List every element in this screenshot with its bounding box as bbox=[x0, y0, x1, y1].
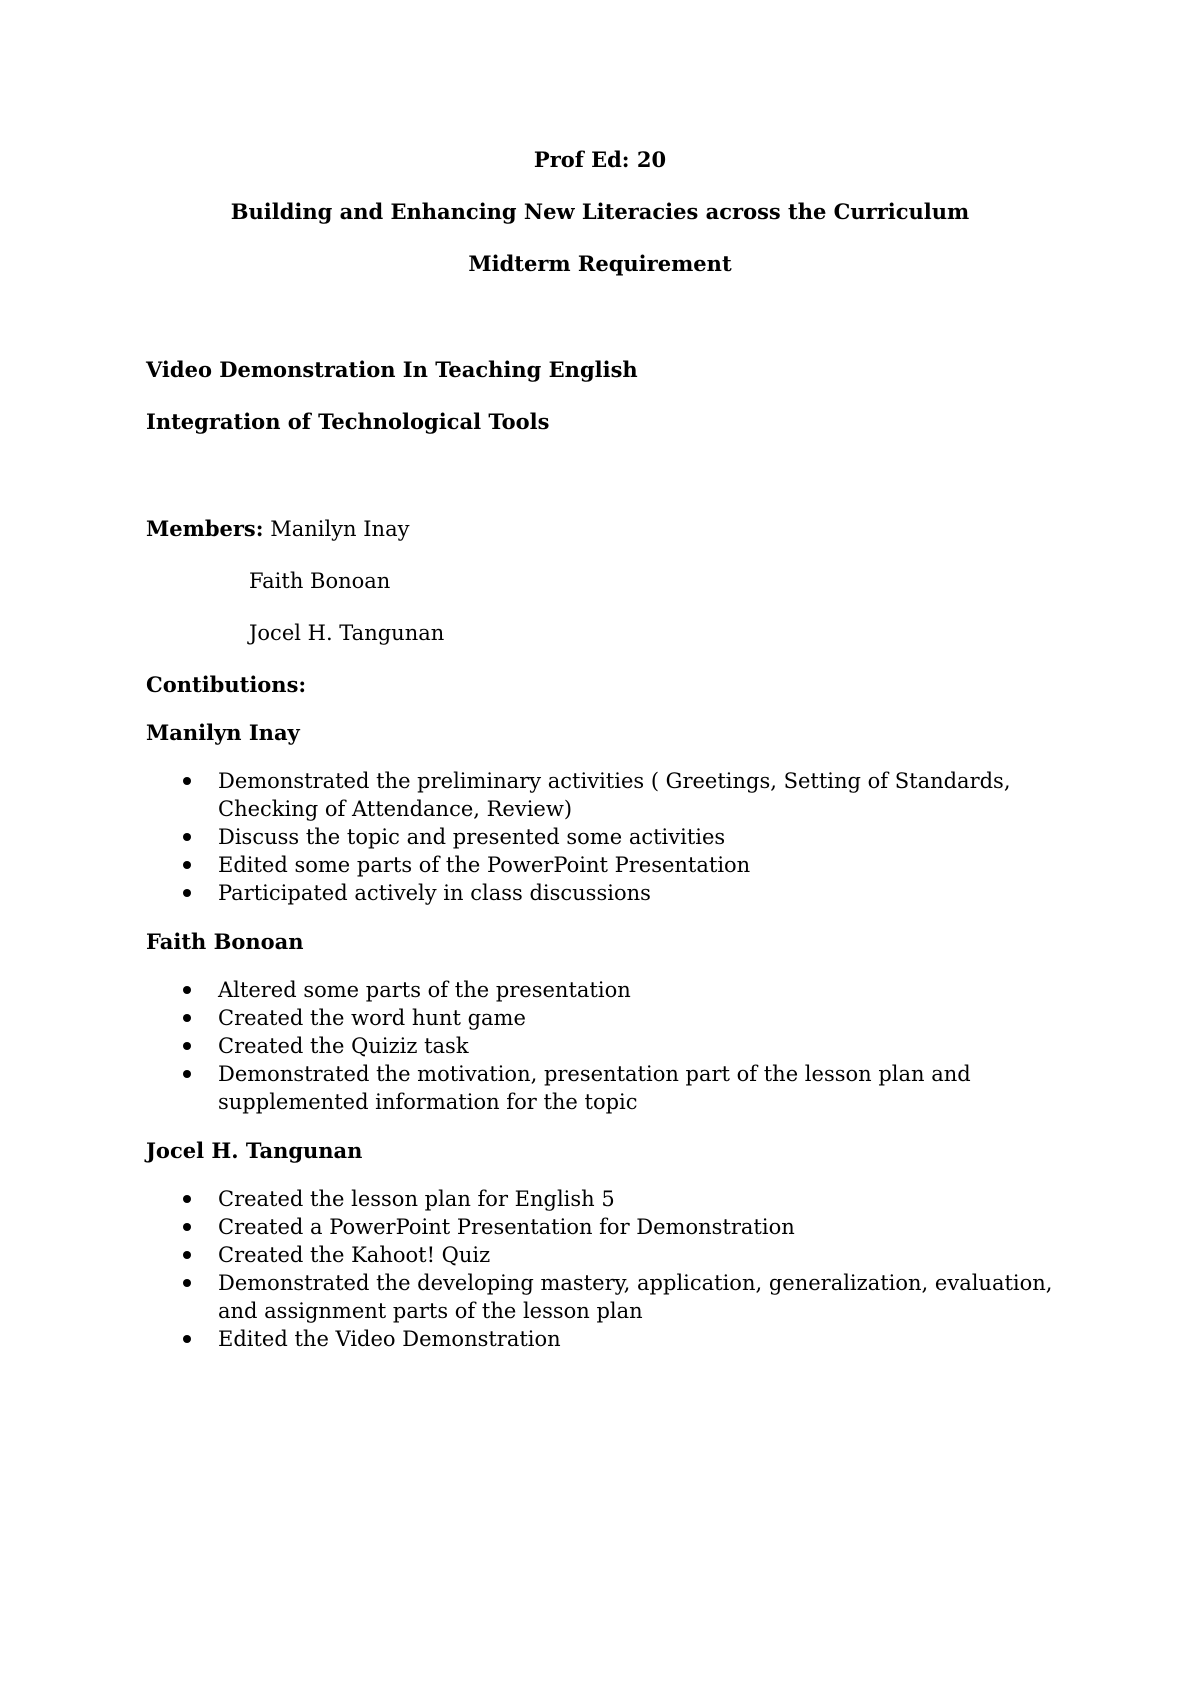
bullet-icon bbox=[183, 1070, 191, 1078]
members-label: Members: bbox=[146, 516, 264, 541]
list-item: Edited some parts of the PowerPoint Presentation bbox=[183, 851, 1098, 879]
list-item: Altered some parts of the presentation bbox=[183, 976, 1098, 1004]
list-item: Discuss the topic and presented some activities bbox=[183, 823, 1098, 851]
project-subtitle: Integration of Technological Tools bbox=[146, 409, 550, 434]
bullet-icon bbox=[183, 861, 191, 869]
list-item: Edited the Video Demonstration bbox=[183, 1325, 1098, 1353]
contributor-name: Faith Bonoan bbox=[146, 929, 304, 954]
contributor-name: Manilyn Inay bbox=[146, 720, 300, 745]
list-item: Demonstrated the motivation, presentation part of the lesson plan and supplemented information for the topic bbox=[183, 1060, 1098, 1116]
member-name: Manilyn Inay bbox=[270, 517, 410, 541]
list-item: Created the word hunt game bbox=[183, 1004, 1098, 1032]
bullet-icon bbox=[183, 986, 191, 994]
list-item: Demonstrated the developing mastery, application, generalization, evaluation, and assignment parts of the lesson plan bbox=[183, 1269, 1098, 1325]
contribution-list bbox=[183, 1185, 1098, 1353]
course-title: Building and Enhancing New Literacies across the Curriculum bbox=[230, 199, 970, 224]
bullet-icon bbox=[183, 1223, 191, 1231]
list-item: Created a PowerPoint Presentation for Demonstration bbox=[183, 1213, 1098, 1241]
list-item: Participated actively in class discussions bbox=[183, 879, 1098, 907]
course-code: Prof Ed: 20 bbox=[533, 147, 667, 172]
list-item: Created the Quiziz task bbox=[183, 1032, 1098, 1060]
requirement-title: Midterm Requirement bbox=[468, 251, 732, 276]
list-item: Demonstrated the preliminary activities ( Greetings, Setting of Standards, Checking of Attendance, Review) bbox=[183, 767, 1098, 823]
bullet-icon bbox=[183, 889, 191, 897]
bullet-icon bbox=[183, 1042, 191, 1050]
contribution-list bbox=[183, 767, 1098, 907]
bullet-icon bbox=[183, 1014, 191, 1022]
bullet-icon bbox=[183, 1195, 191, 1203]
bullet-icon bbox=[183, 1335, 191, 1343]
bullet-icon bbox=[183, 1279, 191, 1287]
bullet-icon bbox=[183, 833, 191, 841]
contributions-label: Contibutions: bbox=[146, 672, 307, 697]
project-title: Video Demonstration In Teaching English bbox=[146, 357, 638, 382]
contributor-name: Jocel H. Tangunan bbox=[146, 1138, 363, 1163]
member-name: Faith Bonoan bbox=[249, 569, 391, 593]
contribution-list bbox=[183, 976, 1098, 1116]
list-item: Created the lesson plan for English 5 bbox=[183, 1185, 1098, 1213]
members-line bbox=[146, 515, 409, 543]
list-item: Created the Kahoot! Quiz bbox=[183, 1241, 1098, 1269]
bullet-icon bbox=[183, 1251, 191, 1259]
member-name: Jocel H. Tangunan bbox=[249, 621, 445, 645]
bullet-icon bbox=[183, 777, 191, 785]
